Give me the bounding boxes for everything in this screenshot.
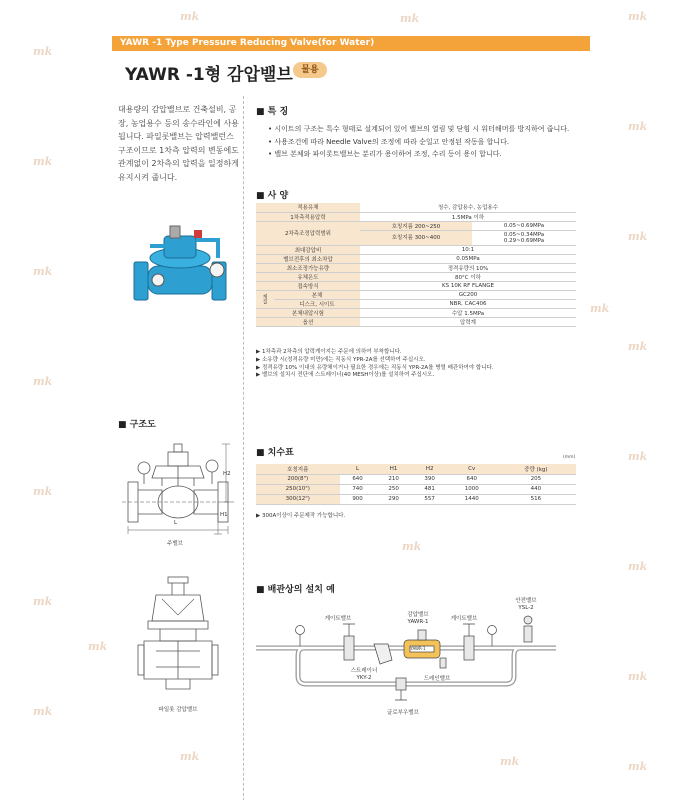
table-row [256, 245, 576, 254]
spec-heading: ■ 사 양 [256, 191, 289, 201]
table-cell: 205 [496, 474, 576, 484]
spec-value: GC200 [360, 290, 576, 299]
watermark: mk [628, 10, 648, 23]
features-list [268, 123, 598, 161]
table-row [256, 308, 576, 317]
spec-label: 본체내압시험 [256, 308, 360, 317]
spec-value: 0.05~0.69MPa [472, 221, 576, 230]
strainer-label: 스트레이너 YKY-2 [350, 668, 378, 681]
table-cell: 740 [340, 484, 376, 494]
watermark: mk [628, 450, 648, 463]
install-heading: ■ 배관상의 설치 예 [256, 585, 335, 595]
watermark: mk [628, 340, 648, 353]
spec-value: 0.05~0.34MPa 0.29~0.69MPa [472, 230, 576, 245]
watermark: mk [628, 670, 648, 683]
table-cell: 1000 [448, 484, 496, 494]
note-line: ▶ 소유량 시(정격유량 미만)에는 직동식 YPR-2A를 선택하여 주십시오. [256, 356, 426, 363]
structure-heading-text: 구조도 [129, 420, 156, 430]
note-line: ▶ 1차측과 2차측의 압력게이지는 주문에 의하여 부착합니다. [256, 349, 402, 355]
dim-h1-label: H1 [220, 512, 228, 518]
column-header: L [340, 464, 376, 474]
column-header: 호칭지름 [256, 464, 340, 474]
spec-value: 10:1 [360, 245, 576, 254]
table-row [256, 484, 576, 494]
spec-value: 80°C 이하 [360, 272, 576, 281]
watermark: mk [180, 750, 200, 763]
gate-valve-left-label: 게이트밸브 [324, 616, 352, 622]
gate-valve-right-label: 게이트밸브 [450, 616, 478, 622]
bypass-valve-label: 글로부우밸브 [387, 710, 419, 716]
spec-value: 수압 1.5MPa [360, 308, 576, 317]
table-cell: 210 [376, 474, 412, 484]
table-cell: 390 [412, 474, 448, 484]
spec-value: 청수, 감압용수, 농업용수 [360, 203, 576, 212]
table-cell: 1440 [448, 494, 496, 504]
watermark: mk [628, 560, 648, 573]
table-cell: 440 [496, 484, 576, 494]
page-title: YAWR -1형 감압밸브 [125, 65, 293, 85]
reducing-valve-label: 감압밸브 YAWR-1 [407, 612, 429, 625]
spec-label: 밸브전후의 최소차압 [256, 254, 360, 263]
install-heading-text: 배관상의 설치 예 [267, 585, 335, 595]
list-item: • 시이트의 구조는 특수 형태로 설계되어 있어 밸브의 열림 및 닫힘 시 워터해머를 방지하여 줍니다. [268, 125, 570, 133]
table-row [256, 299, 576, 308]
spec-label: 최소조정가능유량 [256, 263, 360, 272]
valve-tag: YAWR-1 [410, 646, 426, 651]
watermark: mk [628, 120, 648, 133]
table-row [256, 290, 576, 299]
dimension-note: ▶ 300A이상이 주문제작 가능합니다. [256, 513, 346, 519]
dimension-table [256, 464, 576, 505]
table-cell: 300(12") [256, 494, 340, 504]
spec-value: 정격유량의 10% [360, 263, 576, 272]
spec-notes [256, 349, 494, 380]
spec-value: KS 10K RF FLANGE [360, 281, 576, 290]
spec-label: 옵션 [256, 317, 360, 326]
dim-h2-label: H2 [223, 471, 231, 477]
watermark: mk [402, 540, 422, 553]
watermark: mk [33, 45, 53, 58]
watermark: mk [33, 485, 53, 498]
spec-label: 1차측적용압력 [256, 212, 360, 221]
spec-label: 적용유체 [256, 203, 360, 212]
watermark: mk [33, 155, 53, 168]
structure-heading: ■ 구조도 [118, 420, 156, 430]
table-cell: 516 [496, 494, 576, 504]
spec-label: 최대감압비 [256, 245, 360, 254]
drain-valve-label: 드레인밸브 [423, 676, 451, 682]
watermark: mk [590, 302, 610, 315]
table-cell: 640 [340, 474, 376, 484]
pilot-valve-caption: 파일롯 감압밸브 [158, 707, 198, 713]
dim-l-label: L [174, 520, 178, 526]
table-cell: 290 [376, 494, 412, 504]
title-banner: YAWR -1 Type Pressure Reducing Valve(for Water) [112, 36, 590, 51]
dimensions-heading: ■ 치수표 [256, 448, 294, 458]
table-row [256, 272, 576, 281]
spec-value: 압력계 [360, 317, 576, 326]
safety-valve-label: 안전밸브 YSL-2 [515, 598, 537, 611]
spec-size: 호칭지름 300~400 [360, 230, 472, 245]
watermark: mk [88, 640, 108, 653]
table-row [256, 494, 576, 504]
spec-size: 호칭지름 200~250 [360, 221, 472, 230]
features-heading: ■ 특 징 [256, 107, 289, 117]
table-cell: 640 [448, 474, 496, 484]
watermark: mk [33, 595, 53, 608]
table-cell: 250 [376, 484, 412, 494]
dimensions-heading-text: 치수표 [267, 448, 294, 458]
spec-label: 본체 [274, 290, 360, 299]
table-cell: 481 [412, 484, 448, 494]
column-header: 중량 (kg) [496, 464, 576, 474]
table-row [256, 212, 576, 221]
watermark: mk [33, 375, 53, 388]
feature-text: 시이트의 구조는 특수 형태로 설계되어 있어 밸브의 열림 및 닫힘 시 워터해머를 방지하여 줍니다. [274, 125, 570, 133]
table-cell: 900 [340, 494, 376, 504]
spec-value: 1.5MPa 이하 [360, 212, 576, 221]
note-line: ▶ 밸브의 설치시 전단에 스트레이너(40 MESH이상)를 설치하여 주십시오. [256, 372, 435, 379]
spec-table [256, 203, 576, 327]
column-header: H1 [376, 464, 412, 474]
watermark: mk [180, 10, 200, 23]
table-row [256, 281, 576, 290]
table-row [256, 317, 576, 326]
watermark: mk [400, 12, 420, 25]
main-valve-drawing [122, 438, 234, 538]
spec-label: 디스크, 시이트 [274, 299, 360, 308]
feature-text: 밸브 본체와 파이롯트밸브는 분리가 용이하여 조정, 수리 등이 용이 합니다. [274, 150, 502, 158]
list-item: • 밸브 본체와 파이롯트밸브는 분리가 용이하여 조정, 수리 등이 용이 합니다. [268, 150, 502, 158]
usage-badge: 물용 [293, 62, 327, 78]
column-divider [243, 96, 244, 800]
main-valve-caption: 주밸브 [167, 541, 183, 547]
table-header-row [256, 464, 576, 474]
spec-group-label: 재질 [256, 290, 274, 308]
column-header: Cv [448, 464, 496, 474]
table-row [256, 263, 576, 272]
intro-text: 대용량의 감압밸브로 건축설비, 공장, 농업용수 등의 송수라인에 사용됩니다. 파일롯밸브는 압력밸런스 구조이므로 1차측 압력의 변동에도 관계없이 2차측의 압력을 일정하게 유지시켜 줍니다. [118, 105, 239, 182]
table-cell: 250(10") [256, 484, 340, 494]
table-cell: 200(8") [256, 474, 340, 484]
watermark: mk [500, 755, 520, 768]
watermark: mk [628, 760, 648, 773]
spec-heading-text: 사 양 [267, 191, 289, 201]
watermark: mk [628, 230, 648, 243]
watermark: mk [33, 265, 53, 278]
features-heading-text: 특 징 [267, 107, 289, 117]
note-line: ▶ 정격유량 10% 이내의 유량체이거나 필요한 경우에는 직동식 YPR-2A를 병렬 배관하여야 합니다. [256, 364, 494, 371]
table-row [256, 221, 576, 230]
pilot-valve-drawing [138, 575, 218, 695]
spec-value: NBR, CAC406 [360, 299, 576, 308]
table-cell: 557 [412, 494, 448, 504]
valve-photo [120, 218, 240, 308]
feature-text: 사용조건에 따라 Needle Valve의 조정에 따라 순일고 안정된 작동을 합니다. [274, 137, 510, 146]
spec-value: 0.05MPa [360, 254, 576, 263]
spec-label: 접속방식 [256, 281, 360, 290]
table-row [256, 254, 576, 263]
list-item: • 사용조건에 따라 Needle Valve의 조정에 따라 순일고 안정된 작동을 합니다. [268, 137, 510, 146]
dimension-unit: (mm) [563, 455, 576, 460]
spec-label: 유체온도 [256, 272, 360, 281]
table-row [256, 474, 576, 484]
table-row [256, 203, 576, 212]
spec-label: 2차측조정압력범위 [256, 221, 360, 245]
column-header: H2 [412, 464, 448, 474]
watermark: mk [33, 705, 53, 718]
